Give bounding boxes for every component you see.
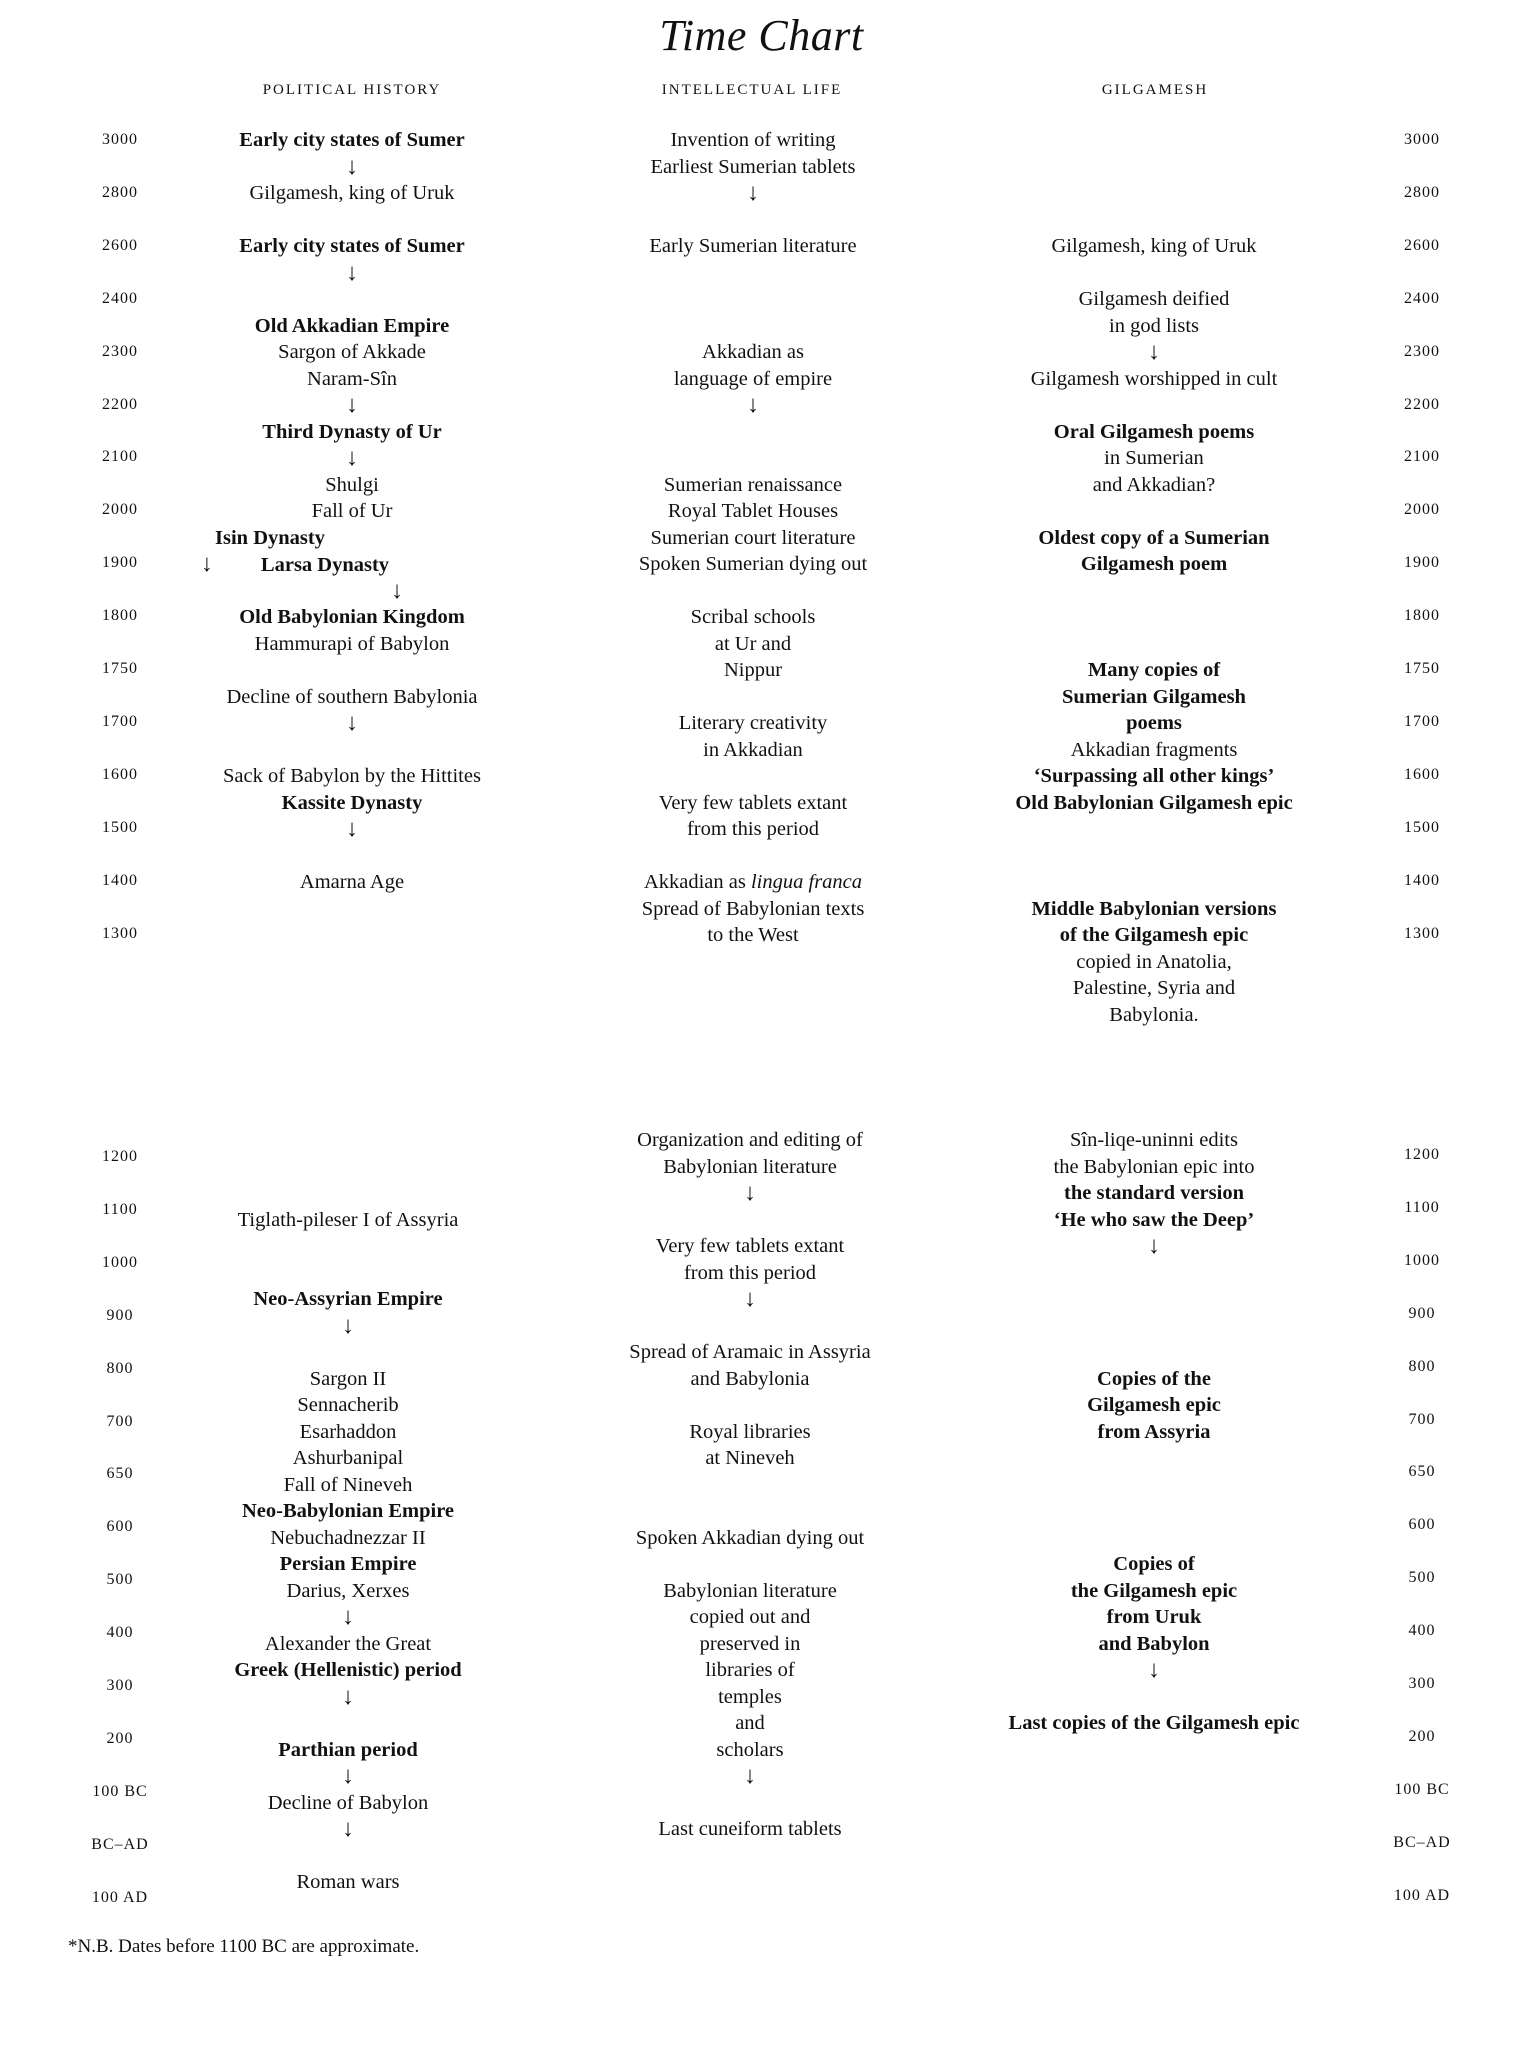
chart-entry: Third Dynasty of Ur [262,420,442,443]
chart-entry: Akkadian as lingua franca [643,871,863,893]
down-arrow-icon: ↓ [342,1816,354,1842]
chart-entry: Sumerian renaissance [663,473,843,496]
chart-entry: copied in Anatolia, [1076,950,1232,973]
date-label: 1750 [1404,660,1440,677]
chart-entry: in Akkadian [703,738,803,761]
gilgamesh-bottom [944,1127,1364,1737]
chart-entry: of the Gilgamesh epic [1059,924,1249,946]
date-label: 200 [1408,1727,1436,1745]
spacer [543,578,963,605]
chart-entry: Neo-Assyrian Empire [253,1288,443,1310]
chart-entry: Spread of Aramaic in Assyria [629,1341,871,1363]
down-arrow-icon: ↓ [346,259,358,286]
chart-entry: ‘He who saw the Deep’ [1053,1208,1255,1231]
date-label: 1500 [1404,818,1440,836]
chart-entry: Babylonian literature [663,1579,837,1602]
spacer [944,578,1364,605]
chart-entry: Akkadian as [702,341,804,363]
chart-entry: Roman wars [296,1871,400,1893]
down-arrow-icon: ↓ [346,445,358,471]
date-label: 1800 [102,607,138,625]
political-history-bottom [138,1180,558,1896]
chart-entry: Darius, Xerxes [286,1579,410,1602]
chart-entry: Neo-Babylonian Empire [241,1500,455,1522]
chart-entry: Very few tablets extant [655,1235,845,1257]
intellectual-life-bottom [540,1127,960,1843]
date-label: 500 [1408,1569,1436,1587]
spacer [138,1233,558,1260]
political-history-top [142,127,562,896]
chart-entry: Sennacherib [297,1394,399,1416]
chart-entry: from Uruk [1106,1606,1202,1628]
date-label: 1700 [1404,712,1440,730]
down-arrow-icon: ↓ [346,153,358,180]
header-political-history: POLITICAL HISTORY [262,82,442,98]
chart-entry: Royal libraries [689,1420,811,1443]
spacer [944,1684,1364,1711]
chart-entry: Shulgi [325,473,379,496]
chart-entry: Sargon of Akkade [278,341,426,363]
spacer [543,207,963,234]
chart-entry: Old Babylonian Kingdom [239,606,465,628]
date-label: 2000 [102,501,138,519]
spacer [138,1260,558,1287]
chart-entry: ‘Surpassing all other kings’ [1033,765,1275,787]
chart-entry: Spread of Babylonian texts [641,897,865,920]
spacer [142,843,562,870]
date-label: 1600 [102,765,138,783]
date-label: 1400 [1404,871,1440,889]
chart-entry: the Gilgamesh epic [1070,1579,1238,1602]
spacer [543,684,963,711]
chart-entry: Very few tablets extant [658,791,848,814]
spacer [944,1286,1364,1313]
chart-entry: Oldest copy of a Sumerian [1038,526,1270,549]
spacer [540,1392,960,1419]
chart-entry: Sîn-liqe-uninni edits [1070,1129,1238,1151]
down-arrow-icon: ↓ [744,1763,756,1789]
chart-entry: Oral Gilgamesh poems [1053,420,1255,443]
chart-entry: Persian Empire [279,1553,417,1575]
chart-entry: Gilgamesh worshipped in cult [1030,367,1278,390]
chart-entry: Akkadian fragments [1070,738,1238,761]
down-arrow-icon: ↓ [747,180,759,206]
date-label: 2400 [1404,289,1440,307]
date-label: 200 [106,1729,134,1747]
chart-entry: Gilgamesh, king of Uruk [1051,235,1257,257]
date-label: 2100 [102,448,138,466]
spacer [944,604,1364,631]
down-arrow-icon: ↓ [1148,1657,1160,1683]
chart-entry: and Babylon [1098,1632,1210,1655]
chart-entry: Sumerian court literature [650,526,856,549]
date-label: 700 [1408,1410,1436,1428]
spacer [138,1710,558,1737]
date-label: 300 [1408,1675,1436,1692]
date-label: 1900 [1404,554,1440,572]
down-arrow-icon: ↓ [346,710,358,736]
chart-entry: Scribal schools [690,606,816,628]
down-arrow-icon: ↓ [342,1604,354,1630]
chart-entry: Copies of the [1097,1367,1211,1390]
chart-entry: language of empire [673,367,833,390]
date-label: 1300 [102,924,138,942]
down-arrow-icon: ↓ [1148,339,1160,365]
chart-entry: Naram-Sîn [307,367,397,390]
chart-entry: Amarna Age [299,871,405,893]
down-arrow-icon: ↓ [342,1763,354,1789]
down-arrow-icon: ↓ [744,1286,756,1312]
chart-entry: Fall of Ur [311,500,393,522]
date-label: 400 [106,1624,134,1642]
chart-entry: Greek (Hellenistic) period [234,1659,462,1681]
chart-entry: and [735,1712,765,1734]
chart-entry: Alexander the Great [264,1632,432,1655]
date-label: 2100 [1404,448,1440,466]
spacer [540,1313,960,1340]
date-label: 800 [106,1359,134,1377]
chart-entry: Spoken Akkadian dying out [635,1526,865,1549]
spacer [944,1498,1364,1525]
chart-entry: copied out and [689,1606,811,1628]
page-title: Time Chart [659,11,864,60]
date-label: 650 [1408,1463,1436,1481]
chart-entry: preserved in [699,1632,801,1655]
date-label: 1700 [102,712,138,730]
spacer [540,1551,960,1578]
down-arrow-icon: ↓ [1148,1233,1160,1259]
chart-entry: in god lists [1109,314,1199,337]
chart-entry: Sumerian Gilgamesh [1062,685,1246,708]
down-arrow-icon: ↓ [346,816,358,842]
chart-entry: Sargon II [309,1367,387,1390]
down-arrow-icon: ↓ Larsa Dynasty [200,551,390,577]
chart-entry: Gilgamesh epic [1087,1394,1221,1416]
date-label: 1200 [1404,1146,1440,1163]
date-label: 100 BC [1394,1780,1450,1798]
chart-entry: libraries of [705,1659,795,1681]
chart-entry: Royal Tablet Houses [667,500,839,522]
chart-entry: and Babylonia [690,1367,810,1390]
spacer [543,286,963,313]
header-gilgamesh: GILGAMESH [1101,82,1209,98]
chart-entry: Sack of Babylon by the Hittites [223,765,481,787]
chart-entry: Esarhaddon [299,1420,397,1443]
date-label: 1100 [102,1200,138,1218]
chart-entry: Gilgamesh, king of Uruk [249,182,455,204]
chart-entry: from this period [683,1261,817,1284]
date-label: 2600 [1404,236,1440,254]
date-label: 900 [106,1306,134,1324]
date-label: 1750 [102,660,138,677]
chart-entry: Early city states of Sumer [239,235,465,257]
date-label: 1300 [1404,924,1440,942]
spacer [142,207,562,234]
chart-entry: Spoken Sumerian dying out [638,553,868,575]
date-label: 1800 [1404,607,1440,625]
gilgamesh-top [944,180,1364,1028]
spacer [543,419,963,446]
date-label: 1400 [102,871,138,889]
chart-entry: Fall of Nineveh [283,1473,413,1496]
chart-entry: Isin Dynasty [215,526,325,549]
spacer [944,498,1364,525]
spacer [944,1472,1364,1499]
spacer [944,816,1364,843]
chart-entry: Decline of Babylon [267,1791,429,1814]
spacer [944,1260,1364,1287]
date-label: 2300 [102,342,138,360]
chart-entry: Nippur [723,659,783,681]
spacer [944,843,1364,870]
spacer [138,1339,558,1366]
date-label: 1500 [102,818,138,836]
chart-entry: at Ur and [714,632,792,655]
spacer [944,1313,1364,1340]
date-label: 500 [106,1571,134,1589]
date-label: BC–AD [91,1835,149,1853]
date-label: 3000 [102,131,138,148]
date-label: 1900 [102,554,138,572]
spacer [944,1339,1364,1366]
chart-entry: Parthian period [278,1738,418,1761]
date-label: 100 AD [91,1888,149,1906]
chart-entry: Middle Babylonian versions [1031,897,1277,920]
chart-entry: to the West [707,924,799,946]
date-label: 2200 [102,395,138,413]
chart-entry: Copies of [1113,1553,1195,1575]
date-label: 2000 [1404,501,1440,519]
chart-entry: Last copies of the Gilgamesh epic [1008,1712,1300,1734]
chart-entry: Literary creativity [678,712,828,734]
spacer [944,260,1364,287]
chart-entry: Babylonia. [1109,1003,1199,1026]
date-label: 650 [106,1465,134,1483]
chart-entry: Gilgamesh deified [1078,288,1230,310]
chart-entry: Early Sumerian literature [649,235,857,257]
spacer [142,657,562,684]
date-label: BC–AD [1393,1833,1451,1851]
spacer [138,1180,558,1207]
down-arrow-icon: ↓ [342,1312,354,1339]
spacer [944,392,1364,419]
chart-entry: Old Babylonian Gilgamesh epic [1015,791,1293,814]
spacer [540,1498,960,1525]
spacer [543,260,963,287]
date-label: 2600 [102,236,138,254]
chart-entry: Nebuchadnezzar II [270,1526,426,1549]
chart-entry: Palestine, Syria and [1072,977,1236,999]
spacer [543,763,963,790]
date-label: 2400 [102,289,138,307]
chart-entry: Ashurbanipal [292,1447,404,1469]
date-label: 400 [1408,1622,1436,1640]
spacer [540,1207,960,1234]
spacer [944,207,1364,234]
chart-entry: the standard version [1064,1182,1244,1204]
spacer [944,1525,1364,1552]
spacer [142,737,562,764]
chart-entry: Decline of southern Babylonia [226,685,478,708]
chart-entry: from Assyria [1097,1420,1211,1443]
chart-entry: Early city states of Sumer [239,129,465,151]
spacer [543,313,963,340]
spacer [944,1445,1364,1472]
down-arrow-icon: ↓ [346,392,358,418]
date-label: 300 [106,1677,134,1694]
chart-entry: Tiglath-pileser I of Assyria [237,1208,459,1231]
chart-entry: from this period [686,818,820,840]
down-arrow-icon: ↓ [747,392,759,418]
date-label: 800 [1408,1357,1436,1375]
date-label: 600 [106,1518,134,1536]
spacer [540,1790,960,1817]
chart-entry: Larsa Dynasty [260,554,390,576]
spacer [138,1843,558,1870]
chart-entry: Organization and editing of [637,1129,863,1151]
chart-entry: Old Akkadian Empire [254,314,450,337]
spacer [543,445,963,472]
chart-entry: Kassite Dynasty [281,791,423,814]
spacer [944,631,1364,658]
header-intellectual-life: INTELLECTUAL LIFE [661,82,843,98]
date-label: 2800 [1404,183,1440,201]
date-label: 2800 [102,183,138,201]
spacer [944,180,1364,207]
chart-entry: Babylonian literature [663,1155,837,1178]
chart-entry: Many copies of [1087,659,1221,681]
down-arrow-icon: ↓ [342,1683,354,1710]
date-label: 2200 [1404,395,1440,413]
date-label: 600 [1408,1516,1436,1534]
date-label: 100 AD [1393,1886,1451,1904]
date-label: 2300 [1404,342,1440,360]
chart-entry: poems [1126,712,1182,734]
date-label: 1600 [1404,765,1440,783]
chart-entry: Last cuneiform tablets [658,1818,842,1840]
chart-entry: temples [718,1685,782,1708]
chart-entry: Gilgamesh poem [1080,553,1228,575]
chart-entry: at Nineveh [705,1447,795,1469]
chart-entry: Invention of writing [670,129,836,151]
down-arrow-icon: ↓ [391,577,403,604]
date-label: 900 [1408,1304,1436,1322]
date-label: 700 [106,1412,134,1430]
date-label: 3000 [1404,131,1440,148]
spacer [944,869,1364,896]
date-label: 100 BC [92,1782,148,1800]
date-label: 1000 [102,1253,138,1271]
down-arrow-icon: ↓ [744,1180,756,1206]
date-label: 1200 [102,1148,138,1165]
intellectual-life-top [543,127,963,949]
chart-entry: in Sumerian [1104,447,1204,469]
chart-entry: and Akkadian? [1092,473,1216,496]
chart-entry: Earliest Sumerian tablets [650,155,856,178]
date-label: 1000 [1404,1251,1440,1269]
chart-entry: scholars [716,1738,784,1761]
chart-entry: Hammurapi of Babylon [254,632,450,655]
spacer [543,843,963,870]
date-label: 1100 [1404,1198,1440,1216]
chart-entry: the Babylonian epic into [1053,1155,1255,1178]
spacer [540,1472,960,1499]
footnote: *N.B. Dates before 1100 BC are approximate. [68,1936,420,1957]
spacer [142,286,562,313]
